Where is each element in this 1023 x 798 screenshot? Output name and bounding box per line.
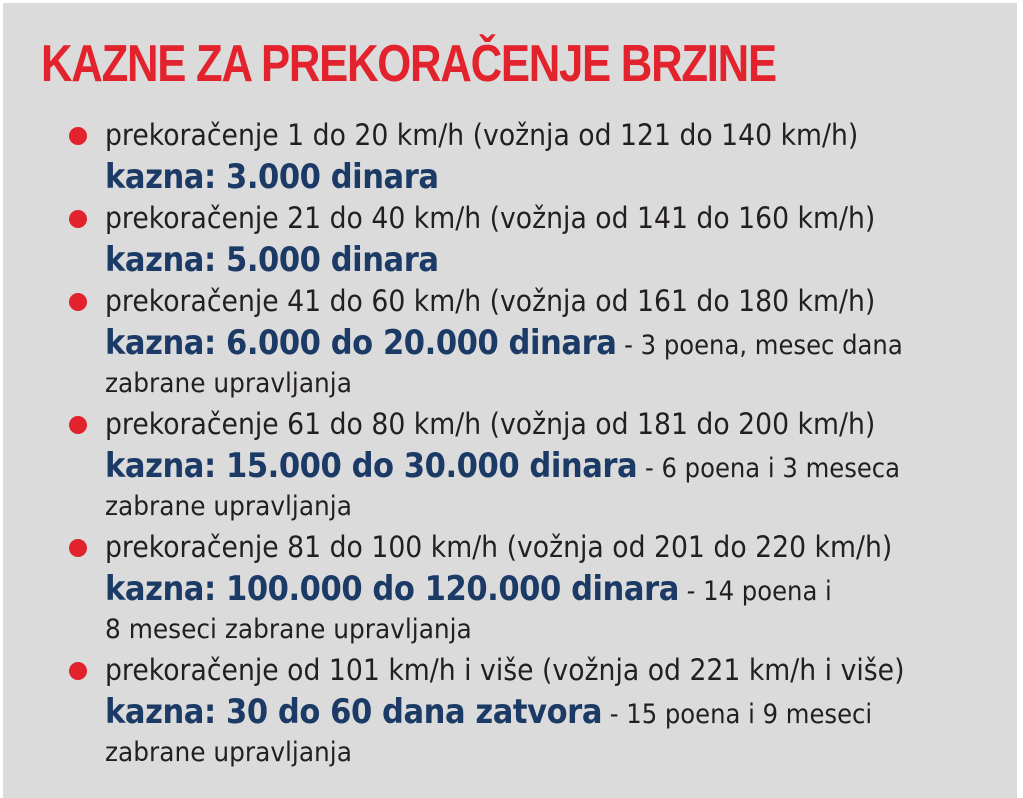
driving-ban-text: zabrane upravljanja — [105, 491, 352, 522]
driving-ban-text: 8 meseci zabrane upravljanja — [105, 614, 472, 645]
speed-range-text: prekoračenje 1 do 20 km/h (vožnja od 121 do 140 km/h) — [105, 118, 859, 152]
bullet-icon — [69, 210, 87, 228]
bullet-icon — [69, 127, 87, 145]
fine-amount: kazna: 30 do 60 dana zatvora — [105, 692, 603, 732]
speed-range-text: prekoračenje 21 do 40 km/h (vožnja od 141 do 160 km/h) — [105, 201, 876, 235]
fine-amount: kazna: 3.000 dinara — [105, 157, 439, 197]
speed-range-text: prekoračenje 81 do 100 km/h (vožnja od 201 do 220 km/h) — [105, 530, 893, 564]
bullet-icon — [69, 293, 87, 311]
driving-ban-text: zabrane upravljanja — [105, 368, 352, 399]
fine-row — [105, 321, 903, 368]
driving-ban-text: zabrane upravljanja — [105, 737, 352, 768]
bullet-icon — [69, 539, 87, 557]
bullet-icon — [69, 662, 87, 680]
penalty-points-text: - 15 poena i 9 meseci — [602, 699, 873, 730]
speed-range-text: prekoračenje od 101 km/h i više (vožnja od 221 km/h i više) — [105, 653, 905, 687]
fine-amount: kazna: 5.000 dinara — [105, 240, 439, 280]
fine-amount: kazna: 100.000 do 120.000 dinara — [105, 569, 679, 609]
bullet-icon — [69, 416, 87, 434]
fine-row — [105, 444, 900, 491]
fine-row — [105, 567, 832, 614]
penalty-points-text: - 6 poena i 3 meseca — [637, 453, 901, 484]
fine-row — [105, 155, 439, 200]
penalty-points-text: - 3 poena, mesec dana — [616, 330, 903, 361]
fine-amount: kazna: 15.000 do 30.000 dinara — [105, 446, 638, 486]
fine-row — [105, 238, 439, 283]
penalty-points-text: - 14 poena i — [678, 576, 832, 607]
page-title: KAZNE ZA PREKORAČENJE BRZINE — [41, 35, 776, 93]
speed-range-text: prekoračenje 61 do 80 km/h (vožnja od 181 do 200 km/h) — [105, 407, 876, 441]
fine-row — [105, 690, 872, 737]
info-panel — [3, 3, 1017, 798]
speed-range-text: prekoračenje 41 do 60 km/h (vožnja od 161 do 180 km/h) — [105, 284, 876, 318]
fine-amount: kazna: 6.000 do 20.000 dinara — [105, 323, 617, 363]
